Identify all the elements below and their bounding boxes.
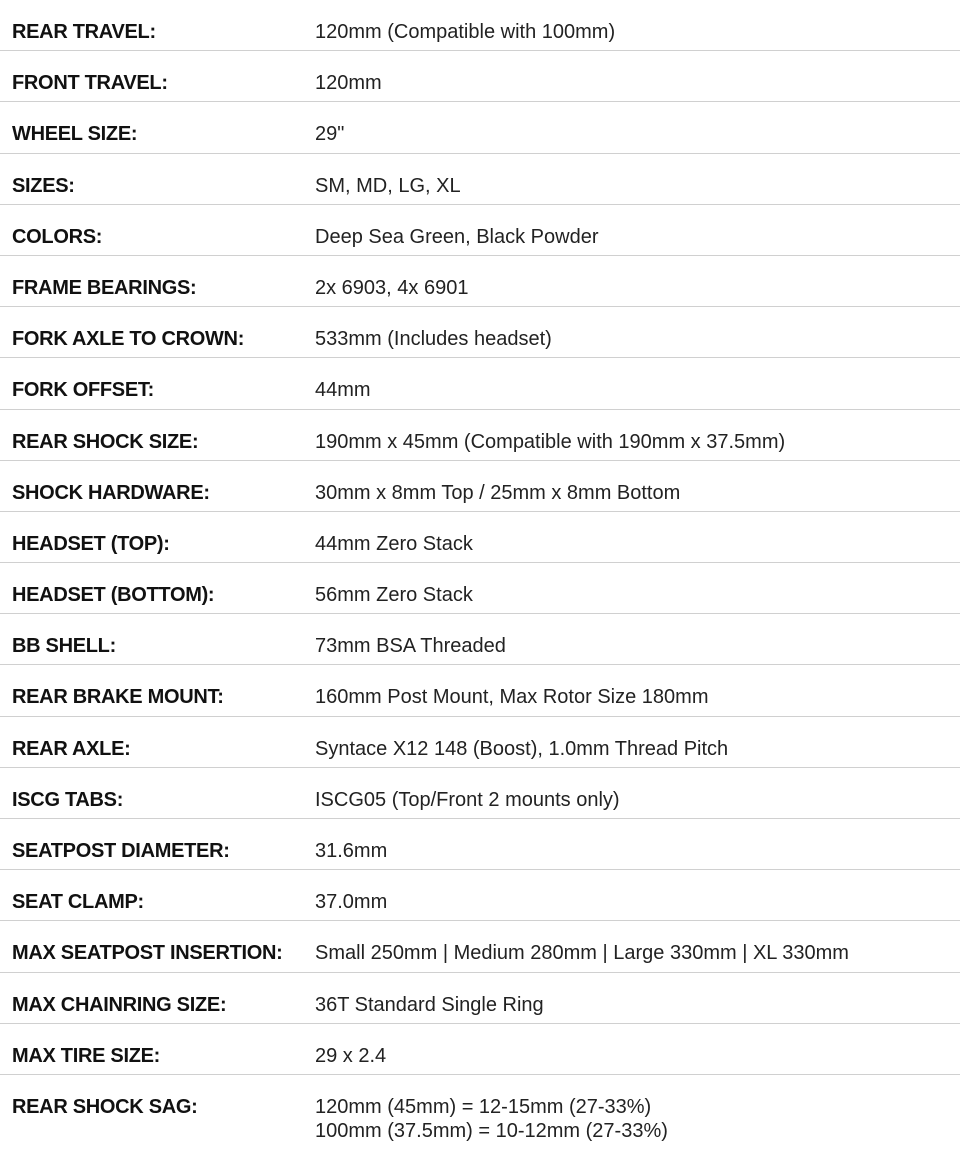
spec-row-rear-brake-mount [0, 665, 960, 716]
spec-row-shock-hardware [0, 461, 960, 512]
spec-row-wheel-size [0, 102, 960, 153]
spec-label: MAX CHAINRING SIZE: [12, 993, 227, 1016]
spec-value: 2x 6903, 4x 6901 [315, 276, 469, 299]
spec-value: ISCG05 (Top/Front 2 mounts only) [315, 788, 620, 811]
spec-label: REAR TRAVEL: [12, 21, 156, 43]
spec-label: REAR SHOCK SAG: [12, 1095, 198, 1118]
spec-row-rear-shock-size [0, 410, 960, 461]
spec-value: 160mm Post Mount, Max Rotor Size 180mm [315, 686, 709, 709]
spec-value: Deep Sea Green, Black Powder [315, 225, 599, 248]
spec-row-headset-bottom [0, 563, 960, 614]
spec-label: FORK AXLE TO CROWN: [12, 328, 245, 351]
spec-label: WHEEL SIZE: [12, 123, 138, 146]
spec-row-fork-offset [0, 358, 960, 409]
spec-label: BB SHELL: [12, 635, 116, 658]
spec-value: 190mm x 45mm (Compatible with 190mm x 37.5mm) [315, 430, 786, 453]
spec-value: 120mm [315, 72, 382, 95]
spec-value: 29" [315, 123, 345, 146]
spec-row-rear-shock-sag [0, 1075, 960, 1145]
spec-value: 56mm Zero Stack [315, 584, 473, 607]
spec-row-seatpost-diameter [0, 819, 960, 870]
spec-value: 36T Standard Single Ring [315, 993, 544, 1016]
spec-row-max-tire-size [0, 1024, 960, 1075]
spec-label: REAR AXLE: [12, 737, 131, 760]
spec-label: REAR SHOCK SIZE: [12, 430, 199, 453]
spec-value: 37.0mm [315, 891, 388, 914]
spec-row-fork-axle-to-crown [0, 307, 960, 358]
spec-row-sizes [0, 154, 960, 205]
spec-label: COLORS: [12, 225, 103, 248]
spec-row-rear-axle [0, 717, 960, 768]
spec-label: SHOCK HARDWARE: [12, 481, 210, 504]
spec-row-colors [0, 205, 960, 256]
spec-label: SEAT CLAMP: [12, 891, 144, 914]
spec-value-line-1: 120mm (45mm) = 12-15mm (27-33%) [315, 1095, 652, 1118]
spec-value: 533mm (Includes headset) [315, 328, 552, 351]
spec-value: 29 x 2.4 [315, 1044, 387, 1067]
spec-label: FRAME BEARINGS: [12, 276, 197, 299]
spec-label: MAX TIRE SIZE: [12, 1044, 161, 1067]
spec-value-line-2: 100mm (37.5mm) = 10-12mm (27-33%) [315, 1119, 668, 1142]
spec-value: Small 250mm | Medium 280mm | Large 330mm | XL 330mm [315, 942, 849, 965]
spec-row-iscg-tabs [0, 768, 960, 819]
spec-label: ISCG TABS: [12, 788, 124, 811]
spec-value: 44mm [315, 379, 371, 402]
spec-value: 120mm (Compatible with 100mm) [315, 21, 616, 43]
spec-label: SIZES: [12, 174, 75, 197]
spec-label: REAR BRAKE MOUNT: [12, 686, 224, 709]
spec-value [303, 1095, 668, 1143]
spec-value: 44mm Zero Stack [315, 532, 473, 555]
spec-value: Syntace X12 148 (Boost), 1.0mm Thread Pitch [315, 737, 729, 760]
spec-row-front-travel [0, 51, 960, 102]
spec-value: SM, MD, LG, XL [315, 174, 461, 197]
spec-row-seat-clamp [0, 870, 960, 921]
spec-label: HEADSET (TOP): [12, 532, 170, 555]
spec-row-frame-bearings [0, 256, 960, 307]
spec-row-headset-top [0, 512, 960, 563]
spec-value: 30mm x 8mm Top / 25mm x 8mm Bottom [315, 481, 681, 504]
spec-row-bb-shell [0, 614, 960, 665]
spec-label: MAX SEATPOST INSERTION: [12, 942, 283, 965]
spec-label: FORK OFFSET: [12, 379, 154, 402]
spec-value: 73mm BSA Threaded [315, 635, 506, 658]
spec-row-max-chainring-size [0, 973, 960, 1024]
spec-row-max-seatpost-insertion [0, 921, 960, 972]
spec-row-rear-travel [0, 0, 960, 51]
spec-label: FRONT TRAVEL: [12, 72, 168, 95]
spec-value: 31.6mm [315, 840, 388, 862]
spec-label: HEADSET (BOTTOM): [12, 584, 215, 607]
spec-label: SEATPOST DIAMETER: [12, 840, 230, 862]
